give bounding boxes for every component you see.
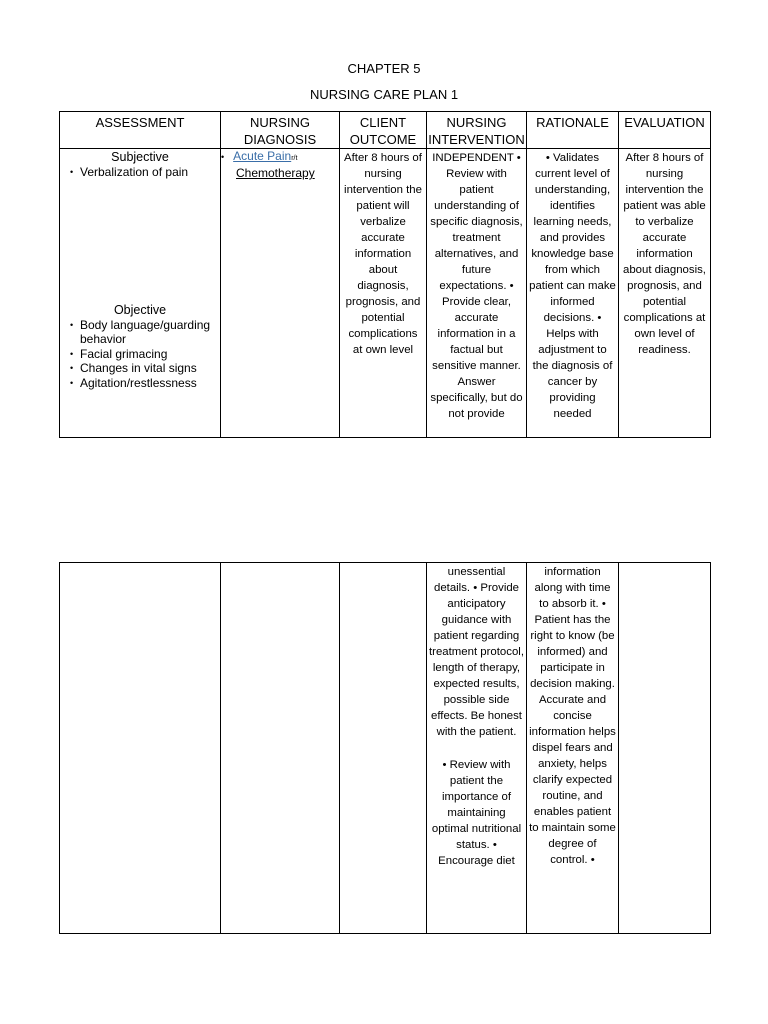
nursing-intervention-text-nutrition: • Review with patient the importance of maintaining optimal nutritional status. • Encourage diet	[431, 759, 522, 867]
objective-list	[60, 318, 220, 391]
header-client-outcome: CLIENT OUTCOME	[340, 112, 427, 149]
client-outcome-text: After 8 hours of nursing intervention the patient will verbalize accurate information about diagnosis, prognosis, and potential complications at own level	[344, 152, 422, 356]
table-row	[60, 149, 711, 438]
diagnosis-cell-empty	[221, 563, 340, 934]
rationale-cell	[527, 149, 619, 438]
assessment-cell	[60, 149, 221, 438]
header-row	[60, 112, 711, 149]
table-row	[60, 563, 711, 934]
assessment-cell-empty	[60, 563, 221, 934]
diagnosis-cause: Chemotherapy	[236, 166, 315, 180]
bullet-icon: •	[221, 152, 225, 162]
subjective-list	[60, 165, 220, 180]
header-rationale: RATIONALE	[527, 112, 619, 149]
header-assessment: ASSESSMENT	[60, 112, 221, 149]
list-item: • Verbalization of pain	[72, 165, 220, 180]
evaluation-text: After 8 hours of nursing intervention the patient was able to verbalize accurate information about diagnosis, prognosis, and potential complications at own level of readiness.	[623, 152, 706, 356]
subjective-label: Subjective	[111, 150, 169, 164]
header-nursing-intervention: NURSING INTERVENTION	[427, 112, 527, 149]
rationale-text-continued: information along with time to absorb it. • Patient has the right to know (be informed) and participate in decision making. Accurate and concise information helps dispel fears and anxiety, helps clarify expected routine, and enables patient to maintain some degree of control. •	[529, 566, 616, 866]
header-evaluation: EVALUATION	[619, 112, 711, 149]
evaluation-cell-empty	[619, 563, 711, 934]
list-item: • Body language/guarding behavior	[72, 318, 220, 347]
chapter-title: CHAPTER 5	[347, 61, 421, 76]
rationale-cell	[527, 563, 619, 934]
nursing-intervention-cell	[427, 149, 527, 438]
list-item: • Changes in vital signs	[72, 361, 220, 376]
client-outcome-cell-empty	[340, 563, 427, 934]
care-plan-table-page-2	[59, 562, 711, 934]
list-item: • Facial grimacing	[72, 347, 220, 362]
list-item: • Agitation/restlessness	[72, 376, 220, 391]
rationale-text: • Validates current level of understanding, identifies learning needs, and provides knowledge base from which patient can make informed decisions. • Helps with adjustment to the diagnosis of cancer by providing needed	[529, 152, 616, 420]
header-nursing-diagnosis: NURSING DIAGNOSIS	[221, 112, 340, 149]
care-plan-title: NURSING CARE PLAN 1	[309, 87, 459, 102]
objective-label: Objective	[113, 302, 167, 317]
client-outcome-cell	[340, 149, 427, 438]
diagnosis-cell	[221, 149, 340, 438]
nursing-intervention-text-continued: unessential details. • Provide anticipatory guidance with patient regarding treatment protocol, length of therapy, expected results, possible side effects. Be honest with the patient.	[429, 566, 524, 738]
nursing-intervention-cell	[427, 563, 527, 934]
care-plan-table-page-1	[59, 111, 711, 438]
diagnosis-term: Acute Pain	[233, 149, 292, 163]
nursing-intervention-text: INDEPENDENT • Review with patient understanding of specific diagnosis, treatment alternatives, and future expectations. • Provide clear, accurate information in a factual but sensitive manner. Answer specifically, but do not provide	[430, 152, 523, 420]
evaluation-cell	[619, 149, 711, 438]
diagnosis-relation: r/t	[291, 155, 298, 162]
